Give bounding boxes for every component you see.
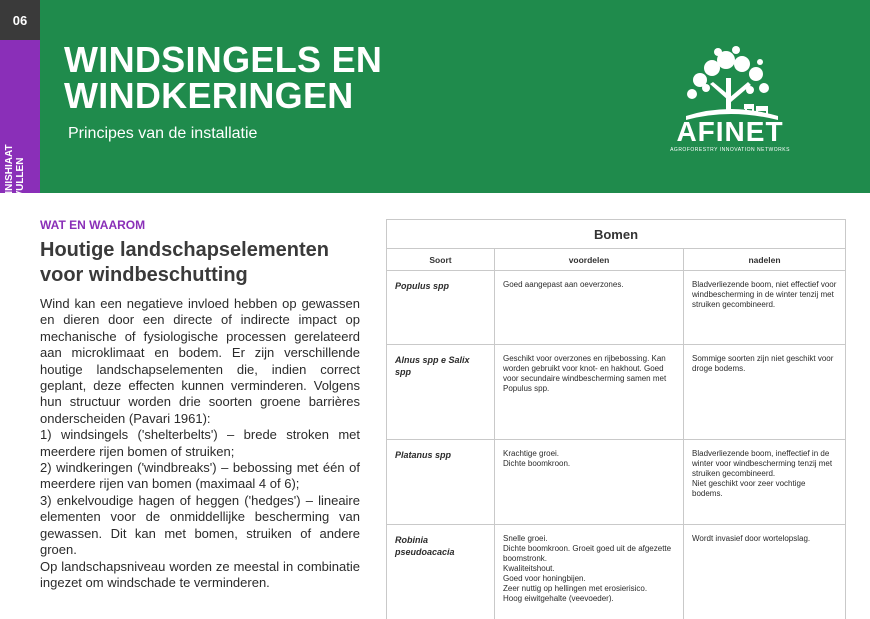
logo-wordmark: AFINET: [676, 116, 784, 147]
pros-line: Krachtige groei.: [503, 449, 560, 458]
pros-line: Zeer nuttig op hellingen met erosierisico.: [503, 584, 648, 593]
body-list-item: 3) enkelvoudige hagen of heggen ('hedges') – lineaire elementen voor de onmiddellijke bescherming van gewassen. Dit kan met bomen, struiken of andere groen.: [40, 492, 360, 558]
cons-cell: [684, 440, 846, 525]
pros-cell: [495, 271, 684, 345]
pros-line: Goed voor honingbijen.: [503, 574, 586, 583]
page-title: [64, 39, 383, 116]
trees-table-container: [386, 219, 845, 619]
column-header: nadelen: [684, 249, 846, 271]
page-subtitle: Principes van de installatie: [68, 125, 258, 142]
side-tab-line: OPVULLEN: [15, 157, 26, 212]
table-title: Bomen: [387, 220, 846, 249]
page-header: [0, 0, 870, 212]
pros-cell: [495, 525, 684, 619]
body-list-item: 1) windsingels ('shelterbelts') – brede stroken met meerdere rijen bomen of struiken;: [40, 427, 360, 459]
cons-line: Sommige soorten zijn niet geschikt voor droge bodems.: [692, 354, 834, 373]
pros-line: Geschikt voor overzones en rijbebossing. Kan worden gebruikt voor knot- en hakhout. Goed voor secundaire windbescherming samen met Populus spp.: [503, 354, 667, 393]
article-heading-line: voor windbeschutting: [40, 264, 248, 286]
cons-cell: [684, 271, 846, 345]
article-body: [40, 296, 360, 591]
page-number: 06: [0, 0, 40, 40]
pros-line: Dichte boomkroon. Groeit goed uit de afgezette boomstronk.: [503, 544, 672, 563]
page-title-line: WINDSINGELS EN: [64, 39, 383, 80]
species-cell: Platanus spp: [387, 440, 495, 525]
cons-cell: [684, 345, 846, 440]
side-tab-line: KENNISHIAAT: [4, 144, 15, 212]
section-label: WAT EN WAAROM: [40, 218, 146, 232]
table-row: [387, 525, 846, 619]
column-header: Soort: [387, 249, 495, 271]
species-cell: Robinia pseudoacacia: [387, 525, 495, 619]
pros-line: Dichte boomkroon.: [503, 459, 571, 468]
pros-cell: [495, 345, 684, 440]
column-header: voordelen: [495, 249, 684, 271]
cons-line: Wordt invasief door wortelopslag.: [692, 534, 811, 543]
body-paragraph: Wind kan een negatieve invloed hebben op gewassen en dieren door een directe of indirecte impact op mechanische of fysiologische processen gerelateerd aan microklimaat en bodem. Er zijn verschillende houtige landschapselementen die, indien correct geplant, deze effecten kunnen verminderen. Volgens hun structuur worden drie soorten groene barrières onderscheiden (Pavari 1961):: [40, 296, 360, 426]
article-heading: [40, 238, 370, 288]
side-tab-label: [4, 102, 26, 212]
pros-line: Hoog eiwitgehalte (veevoeder).: [503, 594, 614, 603]
table-header-row: [387, 249, 846, 271]
body-list-item: 2) windkeringen ('windbreaks') – bebossing met één of meerdere rijen van bomen (maximaal 4 of 6);: [40, 460, 360, 492]
body-paragraph: Op landschapsniveau worden ze meestal in combinatie ingezet om windschade te verminderen.: [40, 558, 360, 590]
cons-line: Niet geschikt voor zeer vochtige bodems.: [692, 479, 806, 498]
species-cell: Alnus spp e Salix spp: [387, 345, 495, 440]
pros-cell: [495, 440, 684, 525]
species-cell: Populus spp: [387, 271, 495, 345]
pros-line: Snelle groei.: [503, 534, 548, 543]
article-heading-line: Houtige landschapselementen: [40, 239, 329, 261]
cons-line: Bladverliezende boom, ineffectief in de winter voor windbescherming tenzij met struiken gecombineerd.: [692, 449, 833, 478]
side-tab: [0, 40, 40, 212]
table-row: [387, 345, 846, 440]
trees-table: [386, 219, 846, 619]
table-row: [387, 271, 846, 345]
pros-line: Kwaliteitshout.: [503, 564, 555, 573]
cons-cell: [684, 525, 846, 619]
cons-line: Bladverliezende boom, niet effectief voor windbescherming in de winter tenzij met struiken gecombineerd.: [692, 280, 837, 309]
table-row: [387, 440, 846, 525]
page-title-line: WINDKERINGEN: [64, 75, 354, 116]
logo-tagline: AGROFORESTRY INNOVATION NETWORKS: [670, 147, 790, 153]
pros-line: Goed aangepast aan oeverzones.: [503, 280, 624, 289]
